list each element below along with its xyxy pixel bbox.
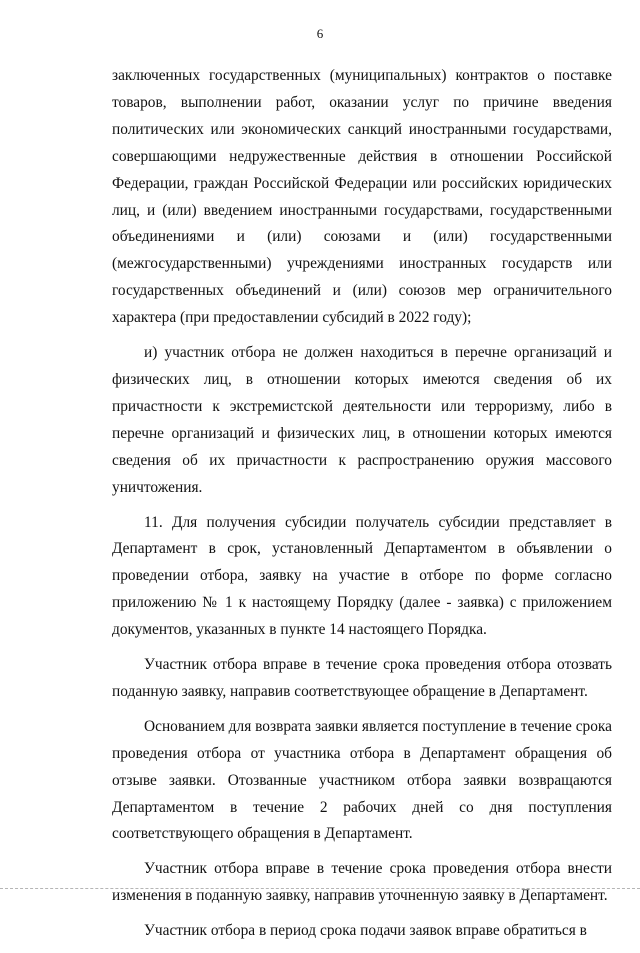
paragraph-sanctions-continuation: заключенных государственных (муниципальных) контрактов о поставке товаров, выполнении работ, оказании услуг по причине введения политических или экономических санкций иностранными государствами, совершающими недружественные действия в отношении Российской Федерации, граждан Российской Федерации или российских юридических лиц, и (или) введением иностранными государствами, государственными объединениями и (или) союзами и (или) государственными (межгосударственными) учреждениями иностранных государств или государственных объединений и (или) союзов мер ограничительного характера (при предоставлении субсидий в 2022 году);: [112, 67, 612, 327]
paragraph-submission-period: Участник отбора в период срока подачи заявок вправе обратиться в: [144, 922, 587, 940]
paragraph-return-grounds: Основанием для возврата заявки является поступление в течение срока проведения отбора от участника отбора в Департамент обращения об отзыве заявки. Отозванные участником отбора заявки возвращаются Департаментом в течение 2 рабочих дней со дня поступления соответствующего обращения в Департамент.: [112, 717, 612, 843]
page-number: 6: [316, 26, 324, 41]
document-body: [112, 63, 612, 953]
paragraph-withdraw-application: Участник отбора вправе в течение срока проведения отбора отозвать поданную заявку, направив соответствующее обращение в Департамент.: [112, 656, 612, 700]
paragraph-amend-application: Участник отбора вправе в течение срока проведения отбора внести изменения в поданную заявку, направив уточненную заявку в Департамент.: [112, 860, 612, 905]
paragraph-item-i: и) участник отбора не должен находиться в перечне организаций и физических лиц, в отношении которых имеются сведения об их причастности к экстремистской деятельности или терроризму, либо в перечне организаций и физических лиц, в отношении которых имеются сведения об их причастности к распространению оружия массового уничтожения.: [112, 344, 612, 496]
page-bottom-rule: [0, 888, 640, 889]
paragraph-clause-11: 11. Для получения субсидии получатель субсидии представляет в Департамент в срок, установленный Департаментом в объявлении о проведении отбора, заявку на участие в отборе по форме согласно приложению № 1 к настоящему Порядку (далее - заявка) с приложением документов, указанных в пункте 14 настоящего Порядка.: [112, 513, 612, 639]
